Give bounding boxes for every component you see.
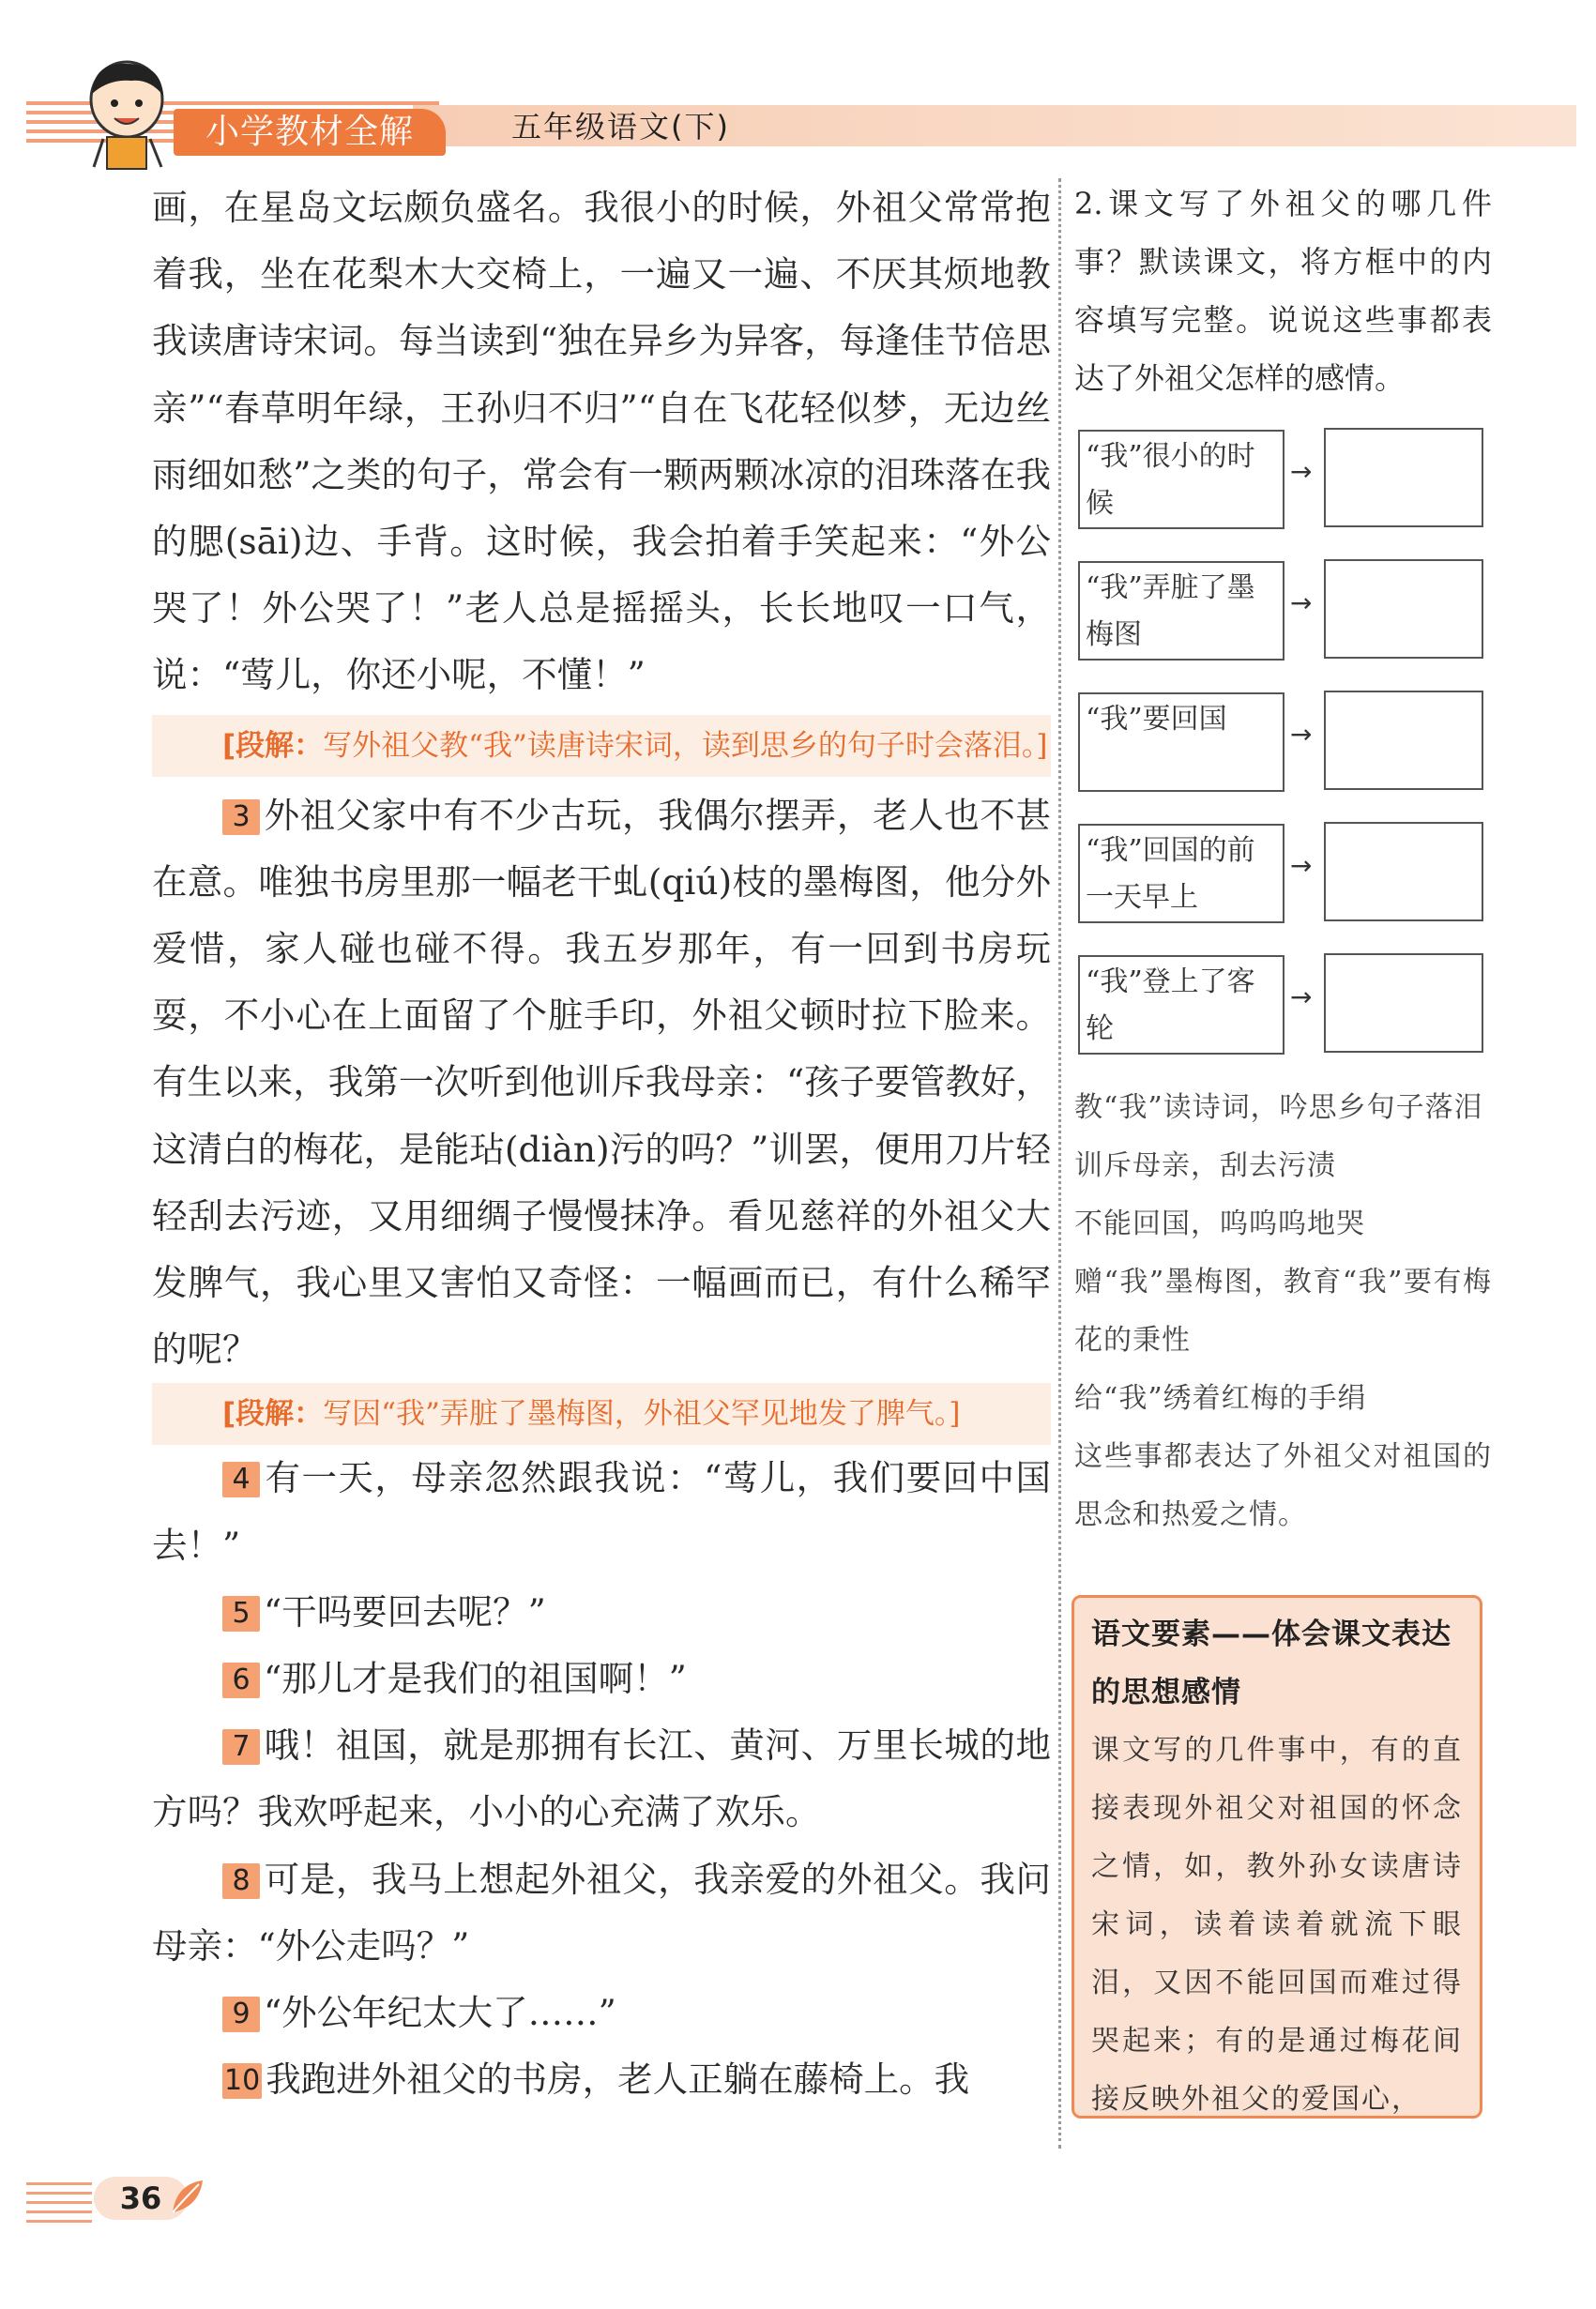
answer-blank-box[interactable]: [1324, 428, 1483, 527]
student-mascot-icon: [75, 58, 178, 171]
paragraph-text: 哦！祖国，就是那拥有长江、黄河、万里长城的地方吗？我欢呼起来，小小的心充满了欢乐。: [152, 1724, 1051, 1833]
answer-line: 赠“我”墨梅图，教育“我”要有梅花的秉性: [1074, 1266, 1492, 1357]
paragraph-6: [152, 1646, 1051, 1712]
paragraph-8: [152, 1846, 1051, 1980]
paragraph-note-1: [152, 715, 1051, 777]
arrow-right-icon: →: [1290, 587, 1313, 618]
paragraph-3: [152, 782, 1051, 1384]
arrow-right-icon: →: [1290, 981, 1313, 1012]
note-text: 写因“我”弄脏了墨梅图，外祖父罕见地发了脾气。]: [323, 1397, 961, 1432]
paragraph-10: [152, 2046, 1051, 2113]
note-label: [段解：: [222, 728, 324, 763]
exercise-question: 2.课文写了外祖父的哪几件事？默读课文，将方框中的内容填写完整。说说这些事都表达了外祖父怎样的感情。: [1074, 186, 1492, 396]
event-box: “我”要回国: [1078, 692, 1284, 792]
paragraph-number: 10: [224, 2064, 261, 2098]
leaf-icon: [167, 2175, 208, 2218]
paragraph-number: 4: [222, 1462, 260, 1497]
event-box: “我”很小的时候: [1078, 430, 1284, 529]
paragraph-text: “那儿才是我们的祖国啊！”: [264, 1658, 687, 1700]
arrow-right-icon: →: [1290, 719, 1313, 750]
grade-subject-title: 五年级语文(下): [511, 109, 730, 144]
event-row: [1074, 420, 1492, 552]
paragraph-number: 3: [222, 799, 260, 835]
book-brand-label: 小学教材全解: [174, 109, 446, 156]
column-divider: [1058, 178, 1061, 2149]
paragraph-text: 外祖父家中有不少古玩，我偶尔摆弄，老人也不甚在意。唯独书房里那一幅老干虬(qiú)枝的墨梅图，他分外爱惜，家人碰也碰不得。我五岁那年，有一回到书房玩耍，不小心在上面留了个脏手印，外祖父顿时拉下脸来。有生以来，我第一次听到他训斥我母亲：“孩子要管教好，这清白的梅花，是能玷(diàn)污的吗？”训罢，便用刀片轻轻刮去污迹，又用细绸子慢慢抹净。看见慈祥的外祖父大发脾气，我心里又害怕又奇怪：一幅画而已，有什么稀罕的呢？: [152, 794, 1051, 1371]
paragraph-4: [152, 1445, 1051, 1578]
paragraph-text: “干吗要回去呢？”: [264, 1590, 546, 1633]
event-answer-table: [1074, 420, 1492, 1077]
answer-line: 给“我”绣着红梅的手绢: [1074, 1382, 1367, 1415]
event-box: “我”弄脏了墨梅图: [1078, 561, 1284, 661]
answer-line: 教“我”读诗词，吟思乡句子落泪: [1074, 1091, 1483, 1124]
arrow-right-icon: →: [1290, 850, 1313, 881]
answer-line: 这些事都表达了外祖父对祖国的思念和热爱之情。: [1074, 1440, 1492, 1531]
event-row: [1074, 946, 1492, 1077]
paragraph-text: 我跑进外祖父的书房，老人正躺在藤椅上。我: [266, 2058, 970, 2101]
answer-line: 训斥母亲，刮去污渍: [1074, 1149, 1336, 1182]
main-text-column: [152, 175, 1051, 2113]
event-box: “我”登上了客轮: [1078, 955, 1284, 1055]
arrow-right-icon: →: [1290, 456, 1313, 487]
paragraph-text: 有一天，母亲忽然跟我说：“莺儿，我们要回中国去！”: [152, 1457, 1051, 1566]
paragraph-number: 5: [222, 1596, 260, 1632]
paragraph-number: 6: [222, 1663, 260, 1698]
event-row: [1074, 683, 1492, 814]
paragraph-note-2: [152, 1383, 1051, 1445]
paragraph-number: 8: [222, 1863, 260, 1899]
note-label: [段解：: [222, 1397, 324, 1432]
paragraph-9: [152, 1980, 1051, 2046]
side-exercise-column: [1074, 175, 1492, 1544]
paragraph-2-continued: 画，在星岛文坛颇负盛名。我很小的时候，外祖父常常抱着我，坐在花梨木大交椅上，一遍又一遍、不厌其烦地教我读唐诗宋词。每当读到“独在异乡为异客，每逢佳节倍思亲”“春草明年绿，王孙归不归”“自在飞花轻似梦，无边丝雨细如愁”之类的句子，常会有一颗两颗冰凉的泪珠落在我的腮(sāi)边、手背。这时候，我会拍着手笑起来：“外公哭了！外公哭了！”老人总是摇摇头，长长地叹一口气，说：“莺儿，你还小呢，不懂！”: [152, 187, 1051, 696]
page-number: 36: [94, 2177, 188, 2220]
answer-blank-box[interactable]: [1324, 559, 1483, 659]
paragraph-5: [152, 1579, 1051, 1646]
paragraph-7: [152, 1712, 1051, 1846]
answer-blank-box[interactable]: [1324, 953, 1483, 1053]
answer-blank-box[interactable]: [1324, 691, 1483, 790]
language-element-title: 语文要素——体会课文表达的思想感情: [1091, 1618, 1452, 1709]
answer-key: [1074, 1079, 1492, 1544]
event-row: [1074, 814, 1492, 946]
language-element-text: 课文写的几件事中，有的直接表现外祖父对祖国的怀念之情，如，教外孙女读唐诗宋词，读着读着就流下眼泪，又因不能回国而难过得哭起来；有的是通过梅花间接反映外祖父的爱国心，: [1091, 1734, 1463, 2116]
event-box: “我”回国的前一天早上: [1078, 824, 1284, 923]
paragraph-text: “外公年纪太大了……”: [264, 1992, 616, 2034]
paragraph-text: 可是，我马上想起外祖父，我亲爱的外祖父。我问母亲：“外公走吗？”: [152, 1858, 1051, 1967]
event-row: [1074, 552, 1492, 683]
language-element-box: [1072, 1595, 1482, 2119]
paragraph-number: 9: [222, 1997, 260, 2032]
note-text: 写外祖父教“我”读唐诗宋词，读到思乡的句子时会落泪。]: [323, 728, 1048, 763]
paragraph-number: 7: [222, 1729, 260, 1765]
answer-line: 不能回国，呜呜呜地哭: [1074, 1208, 1365, 1240]
footer-stripes: [26, 2182, 92, 2229]
answer-blank-box[interactable]: [1324, 822, 1483, 921]
